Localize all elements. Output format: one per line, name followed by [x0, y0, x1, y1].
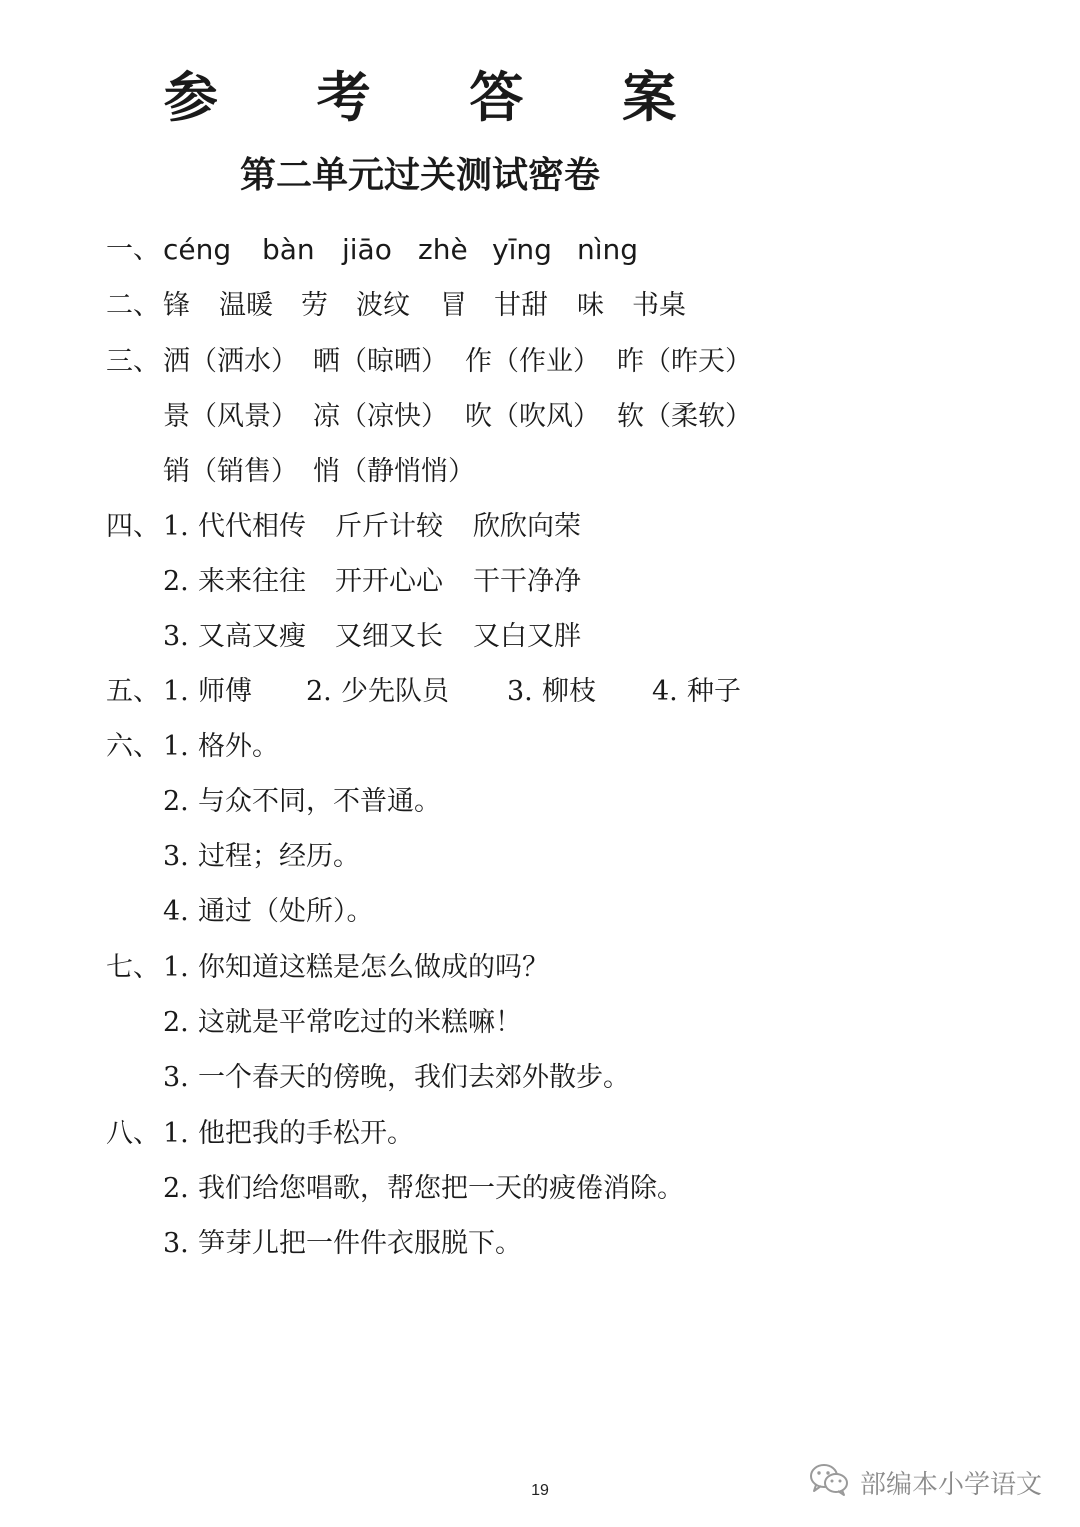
answer-item: 又白又胖: [473, 621, 581, 652]
item-number: 2.: [163, 786, 189, 817]
item-number: 1.: [163, 731, 189, 762]
answer-item: 我们给您唱歌，帮您把一天的疲倦消除。: [198, 1173, 684, 1204]
answer-item: 软（柔软）: [617, 401, 752, 432]
answer-item: 昨（昨天）: [617, 346, 752, 377]
answer-item: jiāo: [342, 233, 392, 266]
watermark-text: 部编本小学语文: [860, 1469, 1043, 1500]
item-number: 3.: [507, 676, 533, 707]
answer-item: 斤斤计较: [335, 511, 443, 542]
item-number: 1.: [163, 511, 189, 542]
item-number: 3.: [163, 841, 189, 872]
section-number: 五、: [106, 676, 160, 707]
answer-item: 与众不同，不普通。: [198, 786, 441, 817]
answer-item: 又细又长: [335, 621, 443, 652]
item-number: 2.: [306, 676, 332, 707]
answer-item: 吹（吹风）: [465, 401, 600, 432]
answer-item: 味: [577, 290, 604, 321]
watermark: [808, 1460, 1042, 1504]
answer-item: céng: [163, 233, 232, 266]
answer-item: 甘甜: [494, 290, 548, 321]
answer-item: 代代相传: [198, 511, 306, 542]
answer-item: 种子: [687, 676, 741, 707]
section-number: 三、: [106, 346, 160, 377]
answer-item: 凉（凉快）: [313, 401, 448, 432]
item-number: 2.: [163, 566, 189, 597]
answer-item: 师傅: [198, 676, 252, 707]
answer-item: 晒（晾晒）: [313, 346, 448, 377]
answer-item: 干干净净: [473, 566, 581, 597]
item-number: 4.: [652, 676, 678, 707]
answer-item: 波纹: [356, 290, 410, 321]
answer-item: 他把我的手松开。: [198, 1118, 414, 1149]
answer-item: 销（销售）: [163, 456, 298, 487]
section-number: 一、: [106, 234, 160, 265]
item-number: 3.: [163, 621, 189, 652]
item-number: 4.: [163, 896, 189, 927]
section-number: 八、: [106, 1118, 160, 1149]
item-number: 1.: [163, 1118, 189, 1149]
page-number: 19: [531, 1482, 549, 1499]
answer-item: 你知道这糕是怎么做成的吗？: [198, 952, 549, 983]
answer-item: 书桌: [632, 290, 686, 321]
answer-item: 这就是平常吃过的米糕嘛！: [198, 1007, 522, 1038]
item-number: 1.: [163, 952, 189, 983]
page-subtitle: 第二单元过关测试密卷: [239, 154, 600, 196]
answer-item: yīng: [492, 233, 552, 266]
answer-item: 格外。: [198, 731, 279, 762]
answer-item: 来来往往: [198, 566, 306, 597]
answer-item: 通过（处所）。: [198, 896, 374, 927]
item-number: 2.: [163, 1173, 189, 1204]
answer-item: 过程；经历。: [198, 841, 360, 872]
answer-item: 笋芽儿把一件件衣服脱下。: [198, 1228, 522, 1259]
answer-item: zhè: [418, 233, 468, 266]
answer-item: 劳: [301, 290, 328, 321]
answer-item: 悄（静悄悄）: [313, 456, 475, 487]
answer-item: 冒: [440, 290, 467, 321]
page-title: 参 考 答 案: [163, 65, 717, 129]
section-number: 六、: [106, 731, 160, 762]
answer-item: bàn: [262, 233, 315, 266]
answer-item: 欣欣向荣: [473, 511, 581, 542]
answer-item: 温暖: [219, 290, 273, 321]
answer-item: 开开心心: [335, 566, 443, 597]
answer-item: 柳枝: [542, 676, 596, 707]
section-number: 四、: [106, 511, 160, 542]
answer-item: 锋: [163, 290, 190, 321]
section-number: 七、: [106, 952, 160, 983]
answer-item: 景（风景）: [163, 401, 298, 432]
wechat-icon: [808, 1461, 850, 1503]
item-number: 2.: [163, 1007, 189, 1038]
answer-item: 一个春天的傍晚，我们去郊外散步。: [198, 1062, 630, 1093]
answer-item: 少先队员: [341, 676, 449, 707]
item-number: 3.: [163, 1062, 189, 1093]
item-number: 1.: [163, 676, 189, 707]
answer-item: 洒（洒水）: [163, 346, 298, 377]
answer-item: 又高又瘦: [198, 621, 306, 652]
answer-item: nìng: [577, 233, 639, 266]
item-number: 3.: [163, 1228, 189, 1259]
section-number: 二、: [106, 290, 160, 321]
answer-item: 作（作业）: [465, 346, 600, 377]
